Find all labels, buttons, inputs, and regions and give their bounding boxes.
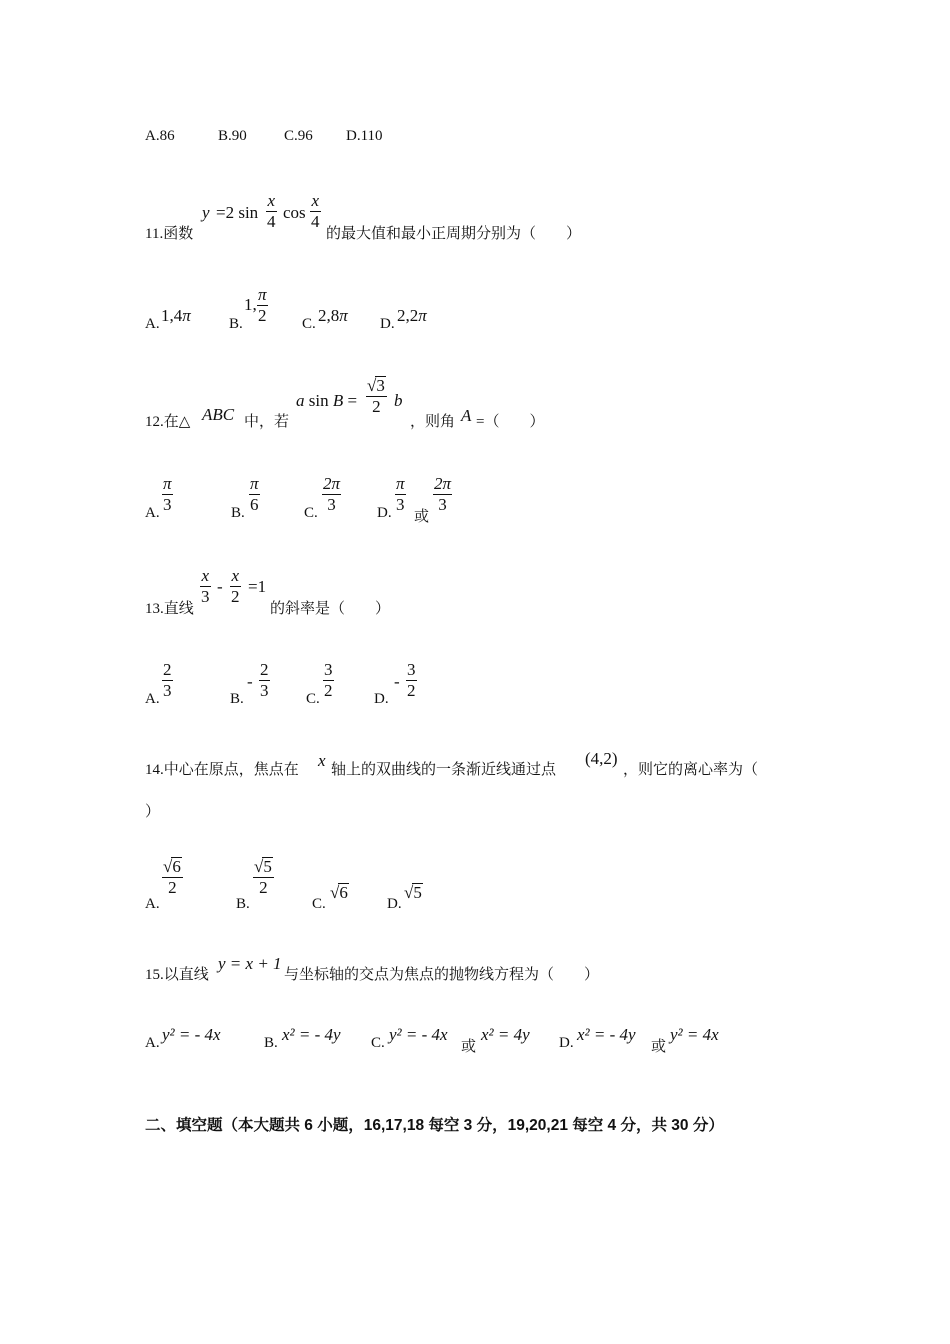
q11-option-d: 2,2π bbox=[397, 306, 427, 325]
q14-line2: ） bbox=[145, 804, 161, 820]
q12-lhs: a sin B = bbox=[296, 391, 358, 410]
q11-option-a-label: A. bbox=[145, 316, 160, 332]
q12-number: 12.在△ bbox=[145, 414, 191, 430]
q14-option-b-label: B. bbox=[236, 896, 250, 912]
q12-option-b-label: B. bbox=[231, 505, 245, 521]
q14-option-d: √5 bbox=[404, 883, 422, 902]
q15-option-d-2: y² = 4x bbox=[670, 1025, 719, 1044]
q11-frac-1: $\frac{x}{4}$ bbox=[267, 191, 276, 231]
section-2-heading: 二、填空题（本大题共 6 小题，16,17,18 每空 3 分，19,20,21 每空 4 分，共 30 分） bbox=[145, 1117, 724, 1134]
q14-option-a-label: A. bbox=[145, 896, 160, 912]
q15-option-d-label: D. bbox=[559, 1035, 574, 1051]
q15-option-b-label: B. bbox=[264, 1035, 278, 1051]
q10-option-d: D.110 bbox=[346, 128, 383, 144]
q11-frac-2: $\frac{x}{4}$ bbox=[311, 191, 320, 231]
q13-number: 13.直线 bbox=[145, 601, 194, 617]
q15-tail: 与坐标轴的交点为焦点的抛物线方程为（ ） bbox=[284, 967, 600, 983]
q11-option-c-label: C. bbox=[302, 316, 316, 332]
q13-option-a-frac: $\frac{2}{3}$ bbox=[163, 660, 172, 700]
q11-eq-mid: =2 sin bbox=[216, 203, 259, 222]
q15-option-c-or: 或 bbox=[461, 1039, 477, 1055]
q15-option-d-or: 或 bbox=[651, 1039, 667, 1055]
q14-line1-b: 轴上的双曲线的一条渐近线通过点 bbox=[331, 762, 557, 778]
q12-frac-sqrt3-over-2: $\frac{√3}{2}$ bbox=[367, 376, 385, 416]
q15-option-b: x² = - 4y bbox=[282, 1025, 341, 1044]
q11-option-b-prefix: 1, bbox=[244, 295, 257, 314]
q14-line1-c: ，则它的离心率为（ bbox=[623, 762, 759, 778]
q13-frac-x-over-3: $\frac{x}{3}$ bbox=[201, 566, 210, 606]
q12-then: ，则角 bbox=[410, 414, 456, 430]
q15-option-d-1: x² = - 4y bbox=[577, 1025, 636, 1044]
q10-option-b: B.90 bbox=[218, 128, 247, 144]
q12-option-d-frac-2: $\frac{2\pi}{3}$ bbox=[434, 474, 452, 514]
q12-option-d-or: 或 bbox=[414, 509, 430, 525]
q15-number: 15.以直线 bbox=[145, 967, 209, 983]
q15-option-a: y² = - 4x bbox=[162, 1025, 221, 1044]
q12-option-d-label: D. bbox=[377, 505, 392, 521]
q15-option-c-label: C. bbox=[371, 1035, 385, 1051]
q15-eq: y = x + 1 bbox=[218, 954, 282, 973]
q12-option-c-label: C. bbox=[304, 505, 318, 521]
q12-option-a-frac: $\frac{\pi}{3}$ bbox=[163, 474, 172, 514]
q11-tail: 的最大值和最小正周期分别为（ ） bbox=[326, 226, 582, 242]
q10-option-a: A.86 bbox=[145, 128, 175, 144]
q10-option-c: C.96 bbox=[284, 128, 313, 144]
q13-option-d-frac: $\frac{3}{2}$ bbox=[407, 660, 416, 700]
q11-cos: cos bbox=[283, 203, 306, 222]
q14-option-b-frac: $\frac{√5}{2}$ bbox=[254, 857, 272, 897]
q15-option-a-label: A. bbox=[145, 1035, 160, 1051]
q13-option-c-label: C. bbox=[306, 691, 320, 707]
q14-option-c-label: C. bbox=[312, 896, 326, 912]
q11-option-b-frac: $\frac{\pi}{2}$ bbox=[258, 285, 267, 325]
q12-mid: 中，若 bbox=[244, 414, 290, 430]
q12-option-d-frac-1: $\frac{\pi}{3}$ bbox=[396, 474, 405, 514]
q13-eq1: =1 bbox=[248, 577, 267, 596]
q12-abc: ABC bbox=[202, 405, 235, 424]
q13-option-d-label: D. bbox=[374, 691, 389, 707]
q12-eq2: =（ ） bbox=[476, 414, 545, 430]
q14-line1-a: 14.中心在原点，焦点在 bbox=[145, 762, 299, 778]
q11-number: 11.函数 bbox=[145, 226, 194, 242]
q14-x: x bbox=[318, 751, 326, 770]
q12-option-b-frac: $\frac{\pi}{6}$ bbox=[250, 474, 259, 514]
q13-frac-x-over-2: $\frac{x}{2}$ bbox=[231, 566, 240, 606]
q13-option-a-label: A. bbox=[145, 691, 160, 707]
q13-minus: - bbox=[217, 577, 223, 596]
q12-b: b bbox=[394, 391, 403, 410]
q14-option-c: √6 bbox=[330, 883, 348, 902]
q11-option-c: 2,8π bbox=[318, 306, 348, 325]
q13-option-b-frac: $\frac{2}{3}$ bbox=[260, 660, 269, 700]
q13-option-b-label: B. bbox=[230, 691, 244, 707]
q14-option-d-label: D. bbox=[387, 896, 402, 912]
q15-option-c-1: y² = - 4x bbox=[389, 1025, 448, 1044]
q13-tail: 的斜率是（ ） bbox=[270, 601, 391, 617]
q13-option-c-frac: $\frac{3}{2}$ bbox=[324, 660, 333, 700]
q12-option-a-label: A. bbox=[145, 505, 160, 521]
q11-option-d-label: D. bbox=[380, 316, 395, 332]
q11-eq-lhs: y bbox=[202, 203, 210, 222]
q13-option-b-minus: - bbox=[247, 672, 253, 691]
q12-A: A bbox=[461, 406, 472, 425]
q11-option-b-label: B. bbox=[229, 316, 243, 332]
q14-point: (4,2) bbox=[585, 749, 618, 768]
q14-option-a-frac: $\frac{√6}{2}$ bbox=[163, 857, 181, 897]
q15-option-c-2: x² = 4y bbox=[481, 1025, 530, 1044]
q11-option-a: 1,4π bbox=[161, 306, 191, 325]
q12-option-c-frac: $\frac{2\pi}{3}$ bbox=[323, 474, 341, 514]
q13-option-d-minus: - bbox=[394, 672, 400, 691]
